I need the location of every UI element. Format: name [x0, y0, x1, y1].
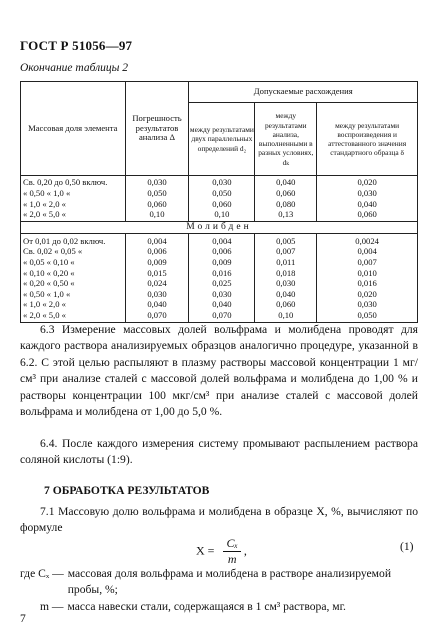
where-row: [20, 566, 418, 599]
col-header-group: Допускаемые расхождения: [189, 82, 418, 103]
cell-value: 0,13: [255, 210, 317, 222]
formula-lhs: X =: [196, 543, 215, 558]
cell-value: 0,007: [255, 247, 317, 258]
table-row: [21, 311, 418, 323]
cell-value: 0,070: [189, 311, 255, 323]
cell-value: 0,004: [189, 234, 255, 247]
where-label: m —: [40, 599, 64, 613]
col-header-error: Погрешность результатов анализа Δ: [125, 82, 189, 176]
paragraph-6-4: 6.4. После каждого измерения систему промывают распылением раствора соляной кислоты (1:9).: [20, 437, 418, 467]
table-element-row: [21, 222, 418, 234]
formula-denominator: m: [227, 552, 237, 566]
page-number: 7: [20, 612, 26, 625]
cell-value: 0,009: [189, 258, 255, 269]
cell-value: 0,040: [125, 300, 189, 311]
cell-value: 0,060: [255, 300, 317, 311]
table-row: [21, 210, 418, 222]
paragraph-7-1: 7.1 Массовую долю вольфрама и молибдена в образце X, %, вычисляют по формуле: [20, 505, 418, 535]
formula-tail: ,: [243, 543, 247, 558]
cell-value: 0,006: [125, 247, 189, 258]
cell-value: 0,011: [255, 258, 317, 269]
where-block: [20, 566, 418, 615]
cell-mass-fraction: Св. 0,02 « 0,05 «: [21, 247, 126, 258]
cell-value: 0,030: [317, 300, 418, 311]
cell-value: 0,020: [317, 289, 418, 300]
formula-numerator: Cₓ: [223, 536, 240, 552]
table-row: [21, 234, 418, 247]
cell-value: 0,018: [255, 268, 317, 279]
cell-value: 0,080: [255, 199, 317, 210]
cell-mass-fraction: « 0,50 « 1,0 «: [21, 289, 126, 300]
cell-mass-fraction: « 1,0 « 2,0 «: [21, 300, 126, 311]
cell-mass-fraction: « 0,20 « 0,50 «: [21, 279, 126, 290]
cell-value: 0,070: [125, 311, 189, 323]
cell-value: 0,030: [255, 279, 317, 290]
cell-value: 0,040: [189, 300, 255, 311]
table-body-molybdenum: [21, 234, 418, 323]
cell-value: 0,10: [125, 210, 189, 222]
cell-value: 0,030: [189, 176, 255, 189]
cell-value: 0,0024: [317, 234, 418, 247]
formula: [196, 536, 247, 567]
cell-mass-fraction: « 2,0 « 5,0 «: [21, 311, 126, 323]
equation-number: (1): [400, 540, 414, 553]
table-row: [21, 279, 418, 290]
cell-value: 0,050: [125, 189, 189, 200]
where-row: [20, 599, 418, 615]
table-row: [21, 300, 418, 311]
cell-mass-fraction: « 0,05 « 0,10 «: [21, 258, 126, 269]
cell-value: 0,016: [189, 268, 255, 279]
cell-mass-fraction: « 2,0 « 5,0 «: [21, 210, 126, 222]
cell-value: 0,004: [125, 234, 189, 247]
where-label: где Cₓ —: [20, 567, 64, 580]
cell-mass-fraction: « 0,10 « 0,20 «: [21, 268, 126, 279]
col-header-d2: между результатами двух параллельных определений d₂: [189, 103, 255, 176]
cell-value: 0,050: [317, 311, 418, 323]
table-row: [21, 189, 418, 200]
cell-value: 0,030: [125, 176, 189, 189]
cell-value: 0,016: [317, 279, 418, 290]
cell-value: 0,010: [317, 268, 418, 279]
where-text: массовая доля вольфрама и молибдена в растворе анализируемой пробы, %;: [67, 567, 392, 597]
cell-value: 0,004: [317, 247, 418, 258]
cell-value: 0,060: [125, 199, 189, 210]
cell-value: 0,030: [317, 189, 418, 200]
table-row: [21, 247, 418, 258]
cell-value: 0,025: [189, 279, 255, 290]
formula-fraction: [223, 536, 240, 567]
cell-value: 0,10: [255, 311, 317, 323]
table-row: [21, 258, 418, 269]
cell-value: 0,10: [189, 210, 255, 222]
section-title: 7 ОБРАБОТКА РЕЗУЛЬТАТОВ: [44, 484, 210, 497]
cell-value: 0,005: [255, 234, 317, 247]
cell-value: 0,024: [125, 279, 189, 290]
cell-value: 0,060: [255, 189, 317, 200]
cell-value: 0,040: [317, 199, 418, 210]
element-label: Молибден: [21, 222, 418, 234]
cell-value: 0,050: [189, 189, 255, 200]
data-table: [20, 81, 418, 323]
col-header-dk: между результатами анализа, выполненными в разных условиях, dₖ: [255, 103, 317, 176]
table-body-tungsten: [21, 176, 418, 222]
cell-mass-fraction: « 1,0 « 2,0 «: [21, 199, 126, 210]
cell-mass-fraction: « 0,50 « 1,0 «: [21, 189, 126, 200]
cell-mass-fraction: От 0,01 до 0,02 включ.: [21, 234, 126, 247]
table-row: [21, 176, 418, 189]
cell-value: 0,006: [189, 247, 255, 258]
cell-mass-fraction: Св. 0,20 до 0,50 включ.: [21, 176, 126, 189]
where-text: масса навески стали, содержащаяся в 1 см³ раствора, мг.: [67, 599, 346, 613]
cell-value: 0,030: [125, 289, 189, 300]
cell-value: 0,030: [189, 289, 255, 300]
paragraph-6-3: 6.3 Измерение массовых долей вольфрама и молибдена проводят для каждого раствора анализируемых образцов аналогично процедуре, указанной в 6.2. С этой целью распыляют в плазму растворы массовой концентрации 1 мг/см³ при анализе сталей с массовой долей вольфрама и молибдена до 1,00 % и растворы концентрации 100 мкг/см³ при анализе сталей с массовой долей вольфрама и молибдена от 1,00 до 5,0 %.: [20, 323, 418, 419]
col-header-delta: между результатами воспроизведения и аттестованного значения стандартного образца δ: [317, 103, 418, 176]
cell-value: 0,020: [317, 176, 418, 189]
cell-value: 0,040: [255, 176, 317, 189]
cell-value: 0,007: [317, 258, 418, 269]
document-header: ГОСТ Р 51056—97: [20, 38, 133, 53]
cell-value: 0,060: [317, 210, 418, 222]
cell-value: 0,060: [189, 199, 255, 210]
table-caption: Окончание таблицы 2: [20, 62, 128, 74]
cell-value: 0,040: [255, 289, 317, 300]
col-header-mass-fraction: Массовая доля элемента: [21, 82, 126, 176]
cell-value: 0,009: [125, 258, 189, 269]
cell-value: 0,015: [125, 268, 189, 279]
